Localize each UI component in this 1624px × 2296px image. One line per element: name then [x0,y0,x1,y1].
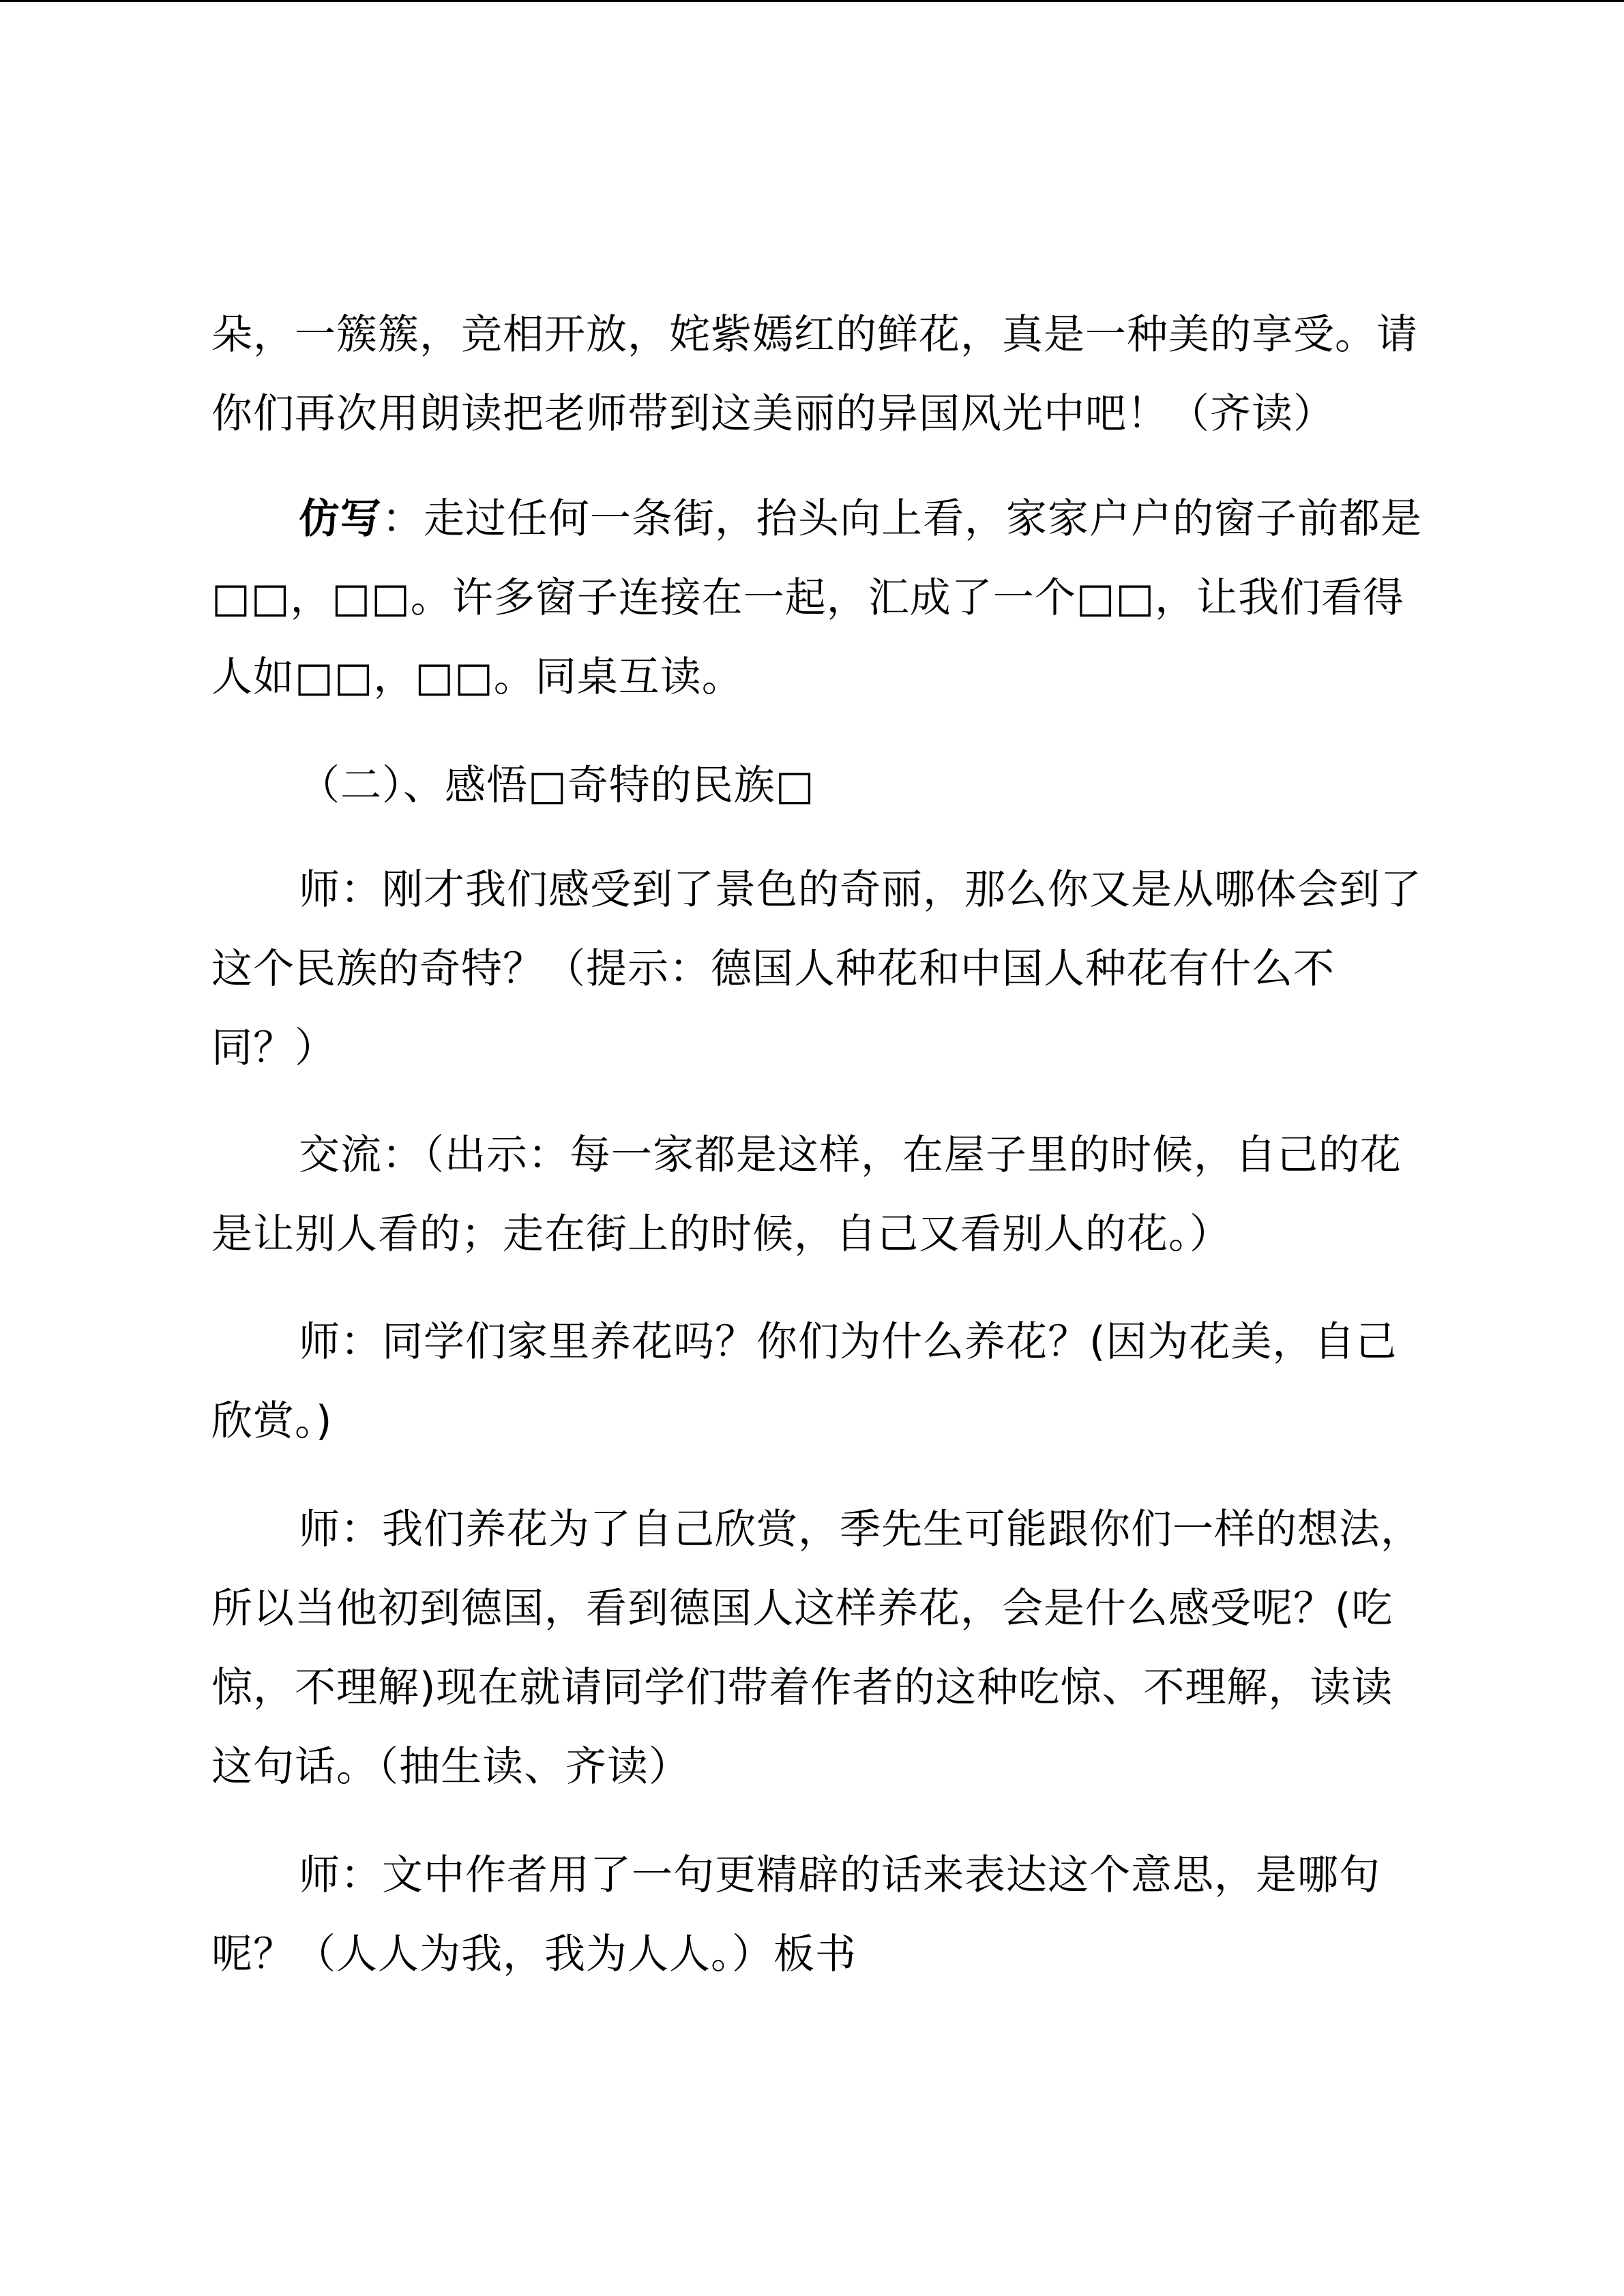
paragraph-teacher-question [211,850,1426,1088]
section-heading [211,746,1426,825]
paragraph-imitation-writing [211,479,1426,717]
paragraph-text: ：走过任何一条街，抬头向上看，家家户户的窗子前都是□□，□□。许多窗子连接在一起，汇成了一个□□，让我们看得人如□□，□□。同桌互读。 [211,495,1422,701]
section-heading-text: （二）、感悟□奇特的民族□ [299,762,815,809]
paragraph-text: 朵，一簇簇，竞相开放，姹紫嫣红的鲜花，真是一种美的享受。请你们再次用朗读把老师带到这美丽的异国风光中吧！（齐读） [211,311,1418,438]
paragraph-teacher-question [211,1302,1426,1461]
paragraph-text: 师：刚才我们感受到了景色的奇丽，那么你又是从哪体会到了这个民族的奇特？（提示：德国人种花和中国人种花有什么不同？） [211,866,1422,1072]
paragraph-exchange [211,1116,1426,1274]
paragraph-text: 师：同学们家里养花吗？你们为什么养花？(因为花美，自己欣赏。) [211,1318,1398,1445]
paragraph-text: 师：我们养花为了自己欣赏，季先生可能跟你们一样的想法，所以当他初到德国，看到德国人这样养花，会是什么感受呢？(吃惊，不理解)现在就请同学们带着作者的这种吃惊、不理解，读读这句话。（抽生读、齐读） [211,1506,1422,1791]
paragraph-text: 师：文中作者用了一句更精辟的话来表达这个意思，是哪句呢？（人人为我，我为人人。）板书 [211,1851,1381,1978]
paragraph-teacher-question [211,1836,1426,1994]
paragraph-text: 交流：（出示：每一家都是这样，在屋子里的时候，自己的花是让别人看的；走在街上的时候，自己又看别人的花。） [211,1131,1402,1258]
paragraph-continuation [211,295,1426,453]
paragraph-teacher-question [211,1490,1426,1806]
paragraph-label: 仿写 [299,495,382,543]
page-top-border [0,0,1624,2]
